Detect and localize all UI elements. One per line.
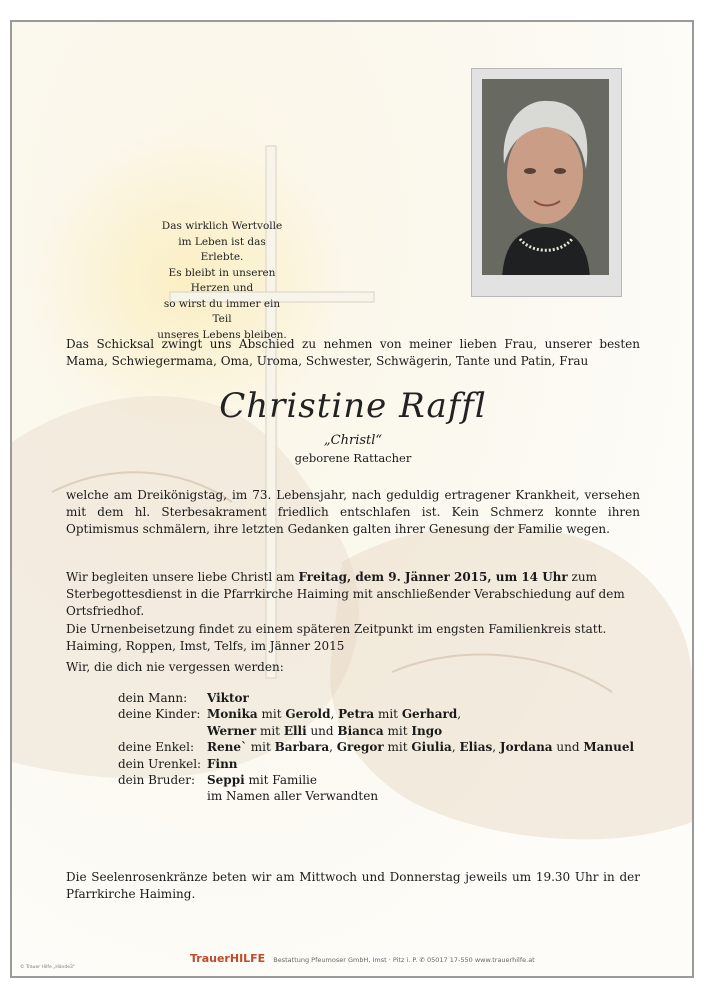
rosary-text: Die Seelenrosenkränze beten wir am Mittwoch und Donnerstag jeweils um 19.30 Uhr in der Pfarrkirche Haiming. [66, 870, 640, 902]
deceased-nickname: „Christl“ [323, 433, 383, 448]
deceased-name: Christine Raffl [219, 386, 487, 426]
relation-names [207, 723, 442, 739]
footer-web: www.trauerhilfe.at [474, 956, 535, 964]
family-row [118, 690, 634, 706]
connector-text: mit [246, 740, 275, 755]
portrait-photo [482, 79, 609, 275]
connector-text: , [492, 740, 500, 755]
quote-line: unseres Lebens bleiben. [157, 328, 287, 341]
family-row [118, 788, 634, 804]
connector-text: mit [257, 707, 286, 722]
family-list [118, 690, 634, 805]
family-row [118, 756, 634, 772]
urn-burial-text: Die Urnenbeisetzung findet zu einem späteren Zeitpunkt im engsten Familienkreis statt. [66, 621, 607, 636]
relation-names [207, 772, 317, 788]
family-member-name: Gregor [336, 740, 384, 755]
connector-text: , [330, 707, 339, 722]
footer-company: Bestattung Pfeumoser GmbH, Imst · Pitz i. P. [273, 956, 418, 964]
mourners-intro: Wir, die dich nie vergessen werden: [66, 660, 284, 674]
funeral-text [66, 569, 640, 638]
family-row [118, 772, 634, 788]
death-notice-text: welche am Dreikönigstag, im 73. Lebensjahr, nach geduldig ertragener Krankheit, versehen mit dem hl. Sterbesakrament friedlich entschlafen ist. Kein Schmerz konnte ihren Optimismus schmälern, ihre letzten Gedanken galten ihrer Genesung der Familie wegen. [66, 488, 640, 537]
copyright-note: © Trauer Hilfe „Hände3“ [20, 965, 76, 970]
family-member-name: Monika [207, 707, 258, 722]
connector-text: und [552, 740, 584, 755]
relation-label: deine Kinder: [118, 707, 201, 722]
family-member-name: Werner [207, 723, 257, 738]
family-member-name: Barbara [274, 740, 330, 755]
trauerhilfe-logo: TrauerHILFE [190, 952, 266, 965]
quote-line: Es bleibt in unseren Herzen und [168, 266, 276, 294]
family-member-name: Gerhard [401, 707, 458, 722]
family-member-name: Giulia [411, 740, 452, 755]
quote-line: im Leben ist das Erlebte. [178, 235, 266, 263]
relation-label: deine Enkel: [118, 740, 195, 755]
connector-text: und [306, 723, 338, 738]
maiden-name: geborene Rattacher [294, 451, 412, 465]
brother-name: Seppi [207, 773, 245, 788]
memorial-quote [157, 219, 287, 343]
connector-text: , [451, 740, 460, 755]
funeral-date: Freitag, dem 9. Jänner 2015, um 14 Uhr [298, 570, 568, 584]
family-member-name: Petra [338, 707, 375, 722]
quote-line: so wirst du immer ein Teil [163, 297, 281, 325]
family-member-name: Rene` [207, 740, 247, 755]
relation-names [207, 706, 461, 722]
relation-label-empty [118, 788, 207, 804]
connector-text: , [457, 707, 462, 722]
place-and-date: Haiming, Roppen, Imst, Telfs, im Jänner 2015 [66, 639, 345, 653]
relation-names: Viktor [207, 691, 249, 705]
connector-text: mit [383, 723, 412, 738]
relation-label: dein Mann: [118, 691, 188, 705]
funeral-text-part: zum Sterbegottesdienst in die Pfarrkirche Haiming mit anschließender Verabschiedung auf dem Ortsfriedhof. [66, 570, 625, 619]
intro-text: Das Schicksal zwingt uns Abschied zu nehmen von meiner lieben Frau, unserer besten Mama, Schwiegermama, Oma, Uroma, Schwester, Schwägerin, Tante und Patin, Frau [66, 337, 640, 369]
relatives-note: im Namen aller Verwandten [207, 789, 379, 804]
connector-text: , [329, 740, 337, 755]
relation-label: dein Bruder: [118, 773, 196, 788]
relation-label: dein Urenkel: [118, 756, 202, 771]
connector-text: mit [383, 740, 412, 755]
footer [190, 952, 535, 965]
connector-text: mit [374, 707, 402, 722]
family-row [118, 723, 634, 739]
brother-suffix: mit Familie [244, 773, 317, 788]
family-member-name: Gerold [285, 707, 331, 722]
relation-names: Finn [207, 756, 238, 771]
family-member-name: Bianca [337, 723, 384, 738]
relation-names [207, 739, 634, 755]
footer-phone: ✆ 05017 17-550 [419, 956, 473, 964]
family-member-name: Manuel [583, 740, 635, 755]
family-member-name: Ingo [411, 723, 443, 738]
relation-label-empty [118, 723, 207, 739]
connector-text: mit [256, 723, 284, 738]
family-row [118, 739, 634, 755]
family-row [118, 706, 634, 722]
family-member-name: Elias [459, 740, 493, 755]
funeral-text-part: Wir begleiten unsere liebe Christl am [66, 570, 299, 584]
quote-line: Das wirklich Wertvolle [161, 220, 283, 232]
family-member-name: Jordana [499, 740, 553, 755]
family-member-name: Elli [283, 723, 307, 738]
portrait-photo-frame [471, 68, 622, 297]
